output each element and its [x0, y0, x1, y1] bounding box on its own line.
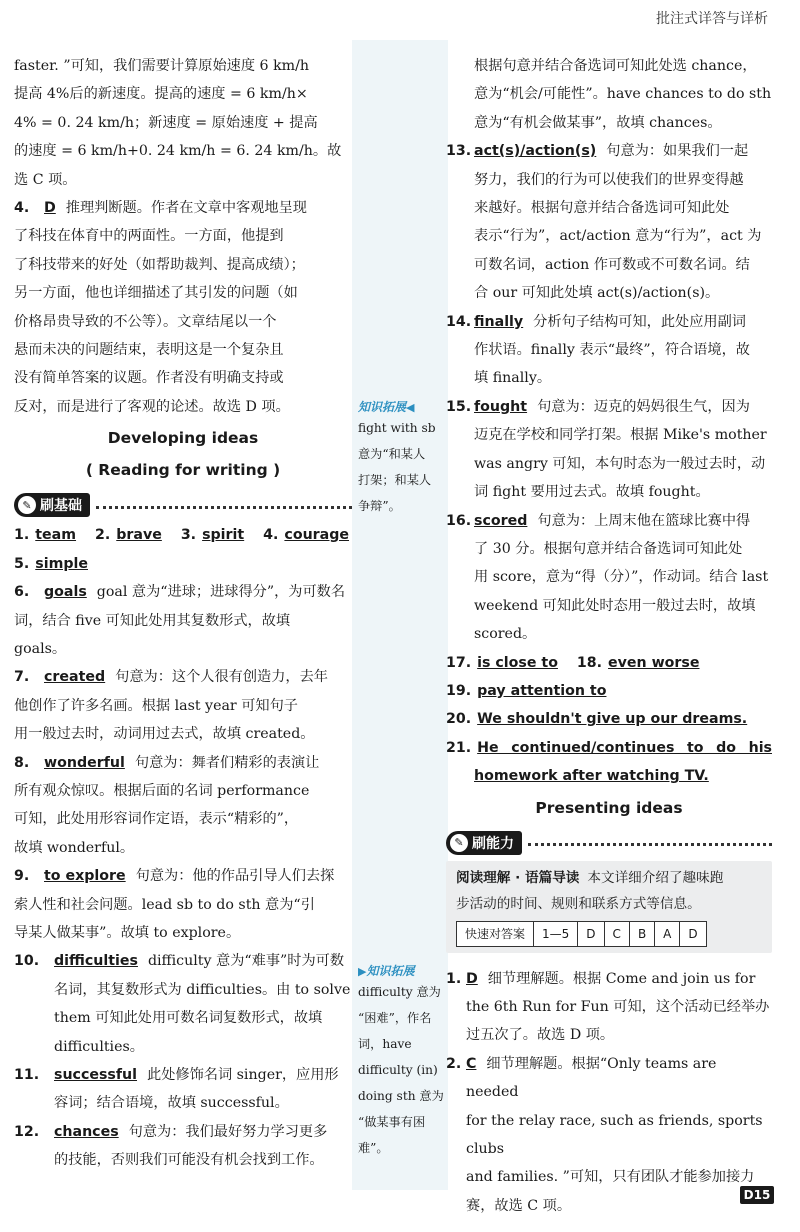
section-title: Developing ideas: [107, 429, 259, 448]
text-line: 悬而未决的问题结束，表明这是一个复杂且: [14, 342, 284, 359]
text-line: 填 finally。: [474, 370, 552, 387]
text-line: 根据句意并结合备选词可知此处选 chance，: [474, 58, 757, 74]
text-line: 的技能，否则我们可能没有机会找到工作。: [54, 1152, 324, 1169]
text-line: 选 C 项。: [14, 171, 77, 188]
text-line: 表示“行为”，act/action 意为“行为”，act 为: [474, 228, 762, 245]
question-4: 4. D 推理判断题。作者在文章中客观地呈现: [14, 194, 352, 222]
question-6: 6. goals goal 意为“进球；进球得分”，为可数名: [14, 584, 346, 601]
answers-row: 1. team 2. brave 3. spirit 4. courage: [14, 527, 350, 544]
text-line: 反对，而是进行了客观的论述。故选 D 项。: [14, 398, 290, 415]
text-line: 意为“机会/可能性”。have chances to do sth: [474, 86, 772, 103]
left-column: [14, 52, 352, 1175]
badge-row: [446, 831, 772, 855]
table-cell: A: [655, 921, 680, 946]
text-line: 赛，故选 C 项。: [466, 1197, 572, 1214]
text-line: 没有简单答案的议题。作者没有明确支持或: [14, 370, 284, 387]
table-cell: D: [680, 921, 706, 946]
text-line: 用 score，意为“得（分）”，作动词。结合 last: [474, 569, 769, 586]
basics-badge: ✎ 刷基础: [14, 493, 90, 517]
table-range: 1—5: [534, 921, 578, 946]
dotted-divider: [96, 506, 352, 509]
text-line: 导某人做某事”。故填 to explore。: [14, 924, 241, 941]
question-9: 9. to explore 句意为：他的作品引导人们去探: [14, 868, 335, 885]
question-7: 7. created 句意为：这个人很有创造力，去年: [14, 669, 328, 686]
text-line: 所有观众惊叹。根据后面的名词 performance: [14, 782, 310, 799]
reading-question-1: 1. D 细节理解题。根据 Come and join us for: [446, 970, 756, 987]
note-tag: ▶知识拓展: [358, 964, 415, 978]
text-line: scored。: [474, 626, 537, 643]
question-8: 8. wonderful 句意为：舞者们精彩的表演让: [14, 754, 320, 771]
text-line: 另一方面，他也详细描述了其引发的问题（如: [14, 285, 298, 302]
question-5: 5. simple: [14, 555, 88, 572]
text-line: 用一般过去时，动词用过去式，故填 created。: [14, 726, 315, 743]
text-line: the 6th Run for Fun 可知，这个活动已经举办: [466, 998, 770, 1015]
text-line: 了科技在体育中的两面性。一方面，他提到: [14, 228, 284, 245]
table-cell: D: [578, 921, 604, 946]
question-10: 10. difficulties difficulty 意为“难事”时为可数: [14, 953, 345, 970]
page-number: D15: [740, 1186, 774, 1204]
text-line: was angry 可知，本句时态为一般过去时，动: [474, 455, 766, 472]
questions-17-18: 17. is close to 18. even worse: [446, 654, 700, 671]
ability-badge: ✎ 刷能力: [446, 831, 522, 855]
text-line: and families. ”可知，只有团队才能参加接力: [466, 1169, 755, 1186]
text-line: difficulties。: [54, 1038, 144, 1055]
text-line: 努力，我们的行为可以使我们的世界变得越: [474, 171, 744, 188]
text-line: 可数名词，action 作可数或不可数名词。结: [474, 256, 750, 273]
text-line: goals。: [14, 640, 67, 657]
badge-row: [14, 493, 352, 517]
sidebar-note-2: ▶知识拓展 difficulty 意为 “困难”，作名 词，have difficulty (in) doing sth 意为 “做某事有困 难”。: [358, 962, 450, 1161]
text-line: 了 30 分。根据句意并结合备选词可知此处: [474, 540, 743, 557]
question-number: 4.: [14, 200, 30, 217]
question-14: 14. finally 分析句子结构可知，此处应用副词: [446, 313, 746, 330]
note-tag: 知识拓展◀: [358, 400, 415, 414]
text-line: for the relay race, such as friends, sports clubs: [466, 1112, 763, 1157]
section-title: Presenting ideas: [535, 798, 683, 817]
question-11: 11. successful 此处修饰名词 singer，应用形: [14, 1067, 339, 1083]
text-line: 迈克在学校和同学打架。根据 Mike's mother: [474, 427, 767, 444]
text-line: 的速度 = 6 km/h+0. 24 km/h = 6. 24 km/h。故: [14, 143, 342, 160]
text-line: 词，结合 five 可知此处用其复数形式，故填: [14, 612, 291, 629]
quick-answer-table: [456, 921, 707, 947]
text-line: 4% = 0. 24 km/h；新速度 = 原始速度 + 提高: [14, 114, 318, 131]
answer: D: [44, 200, 56, 217]
text-line: 容词；结合语境，故填 successful。: [54, 1095, 289, 1112]
text-line: them 可知此处用可数名词复数形式，故填: [54, 1010, 323, 1027]
question-19: 19. pay attention to: [446, 682, 607, 699]
text-line: 合 our 可知此处填 act(s)/action(s)。: [474, 285, 720, 302]
reading-summary-box: 阅读理解 · 语篇导读 本文详细介绍了趣味跑 步活动的时间、规则和联系方式等信息。 快速对答案 1—5 D C B A D: [446, 861, 772, 953]
text-line: 作状语。finally 表示“最终”，符合语境，故: [474, 342, 750, 359]
text-line: 了科技带来的好处（如帮助裁判、提高成绩）；: [14, 256, 305, 273]
text-line: weekend 可知此处时态用一般过去时，故填: [474, 597, 756, 614]
table-label: 快速对答案: [457, 921, 534, 946]
reading-question-2: 2. C 细节理解题。根据“Only teams are needed: [446, 1055, 717, 1101]
text-line: 他创作了许多名画。根据 last year 可知句子: [14, 697, 298, 714]
question-15: 15. fought 句意为：迈克的妈妈很生气，因为: [446, 398, 750, 415]
pencil-icon: ✎: [450, 834, 468, 852]
table-cell: C: [604, 921, 629, 946]
text-line: 名词，其复数形式为 difficulties。由 to solve: [54, 981, 351, 998]
text-line: faster. ”可知，我们需要计算原始速度 6 km/h: [14, 58, 310, 74]
text-line: 索人性和社会问题。lead sb to do sth 意为“引: [14, 896, 315, 913]
text-line: 意为“有机会做某事”，故填 chances。: [474, 114, 722, 131]
pencil-icon: ✎: [18, 496, 36, 514]
text-line: 词 fight 要用过去式。故填 fought。: [474, 484, 710, 501]
section-subtitle: ( Reading for writing ): [85, 461, 281, 480]
dotted-divider: [528, 843, 772, 846]
text-line: 价格昂贵导致的不公等）。文章结尾以一个: [14, 313, 277, 330]
right-column: [446, 52, 772, 1220]
text-line: 故填 wonderful。: [14, 839, 135, 856]
sidebar-note-1: 知识拓展◀ fight with sb 意为“和某人 打架；和某人 争辩”。: [358, 398, 450, 519]
text-line: 提高 4%后的新速度。提高的速度 = 6 km/h×: [14, 86, 308, 103]
question-16: 16. scored 句意为：上周末他在篮球比赛中得: [446, 512, 751, 529]
question-21-cont: homework after watching TV.: [474, 768, 709, 785]
text-line: 来越好。根据句意并结合备选词可知此处: [474, 200, 730, 217]
question-20: 20. We shouldn't give up our dreams.: [446, 711, 748, 728]
page-header: 批注式详答与详析: [656, 11, 768, 27]
question-13: 13. act(s)/action(s) 句意为：如果我们一起: [446, 143, 749, 160]
table-cell: B: [629, 921, 654, 946]
question-12: 12. chances 句意为：我们最好努力学习更多: [14, 1123, 328, 1140]
text-line: 过五次了。故选 D 项。: [466, 1027, 615, 1044]
question-21: 21. He continued/continues to do his: [446, 739, 772, 756]
text-line: 可知，此处用形容词作定语，表示“精彩的”，: [14, 811, 299, 828]
